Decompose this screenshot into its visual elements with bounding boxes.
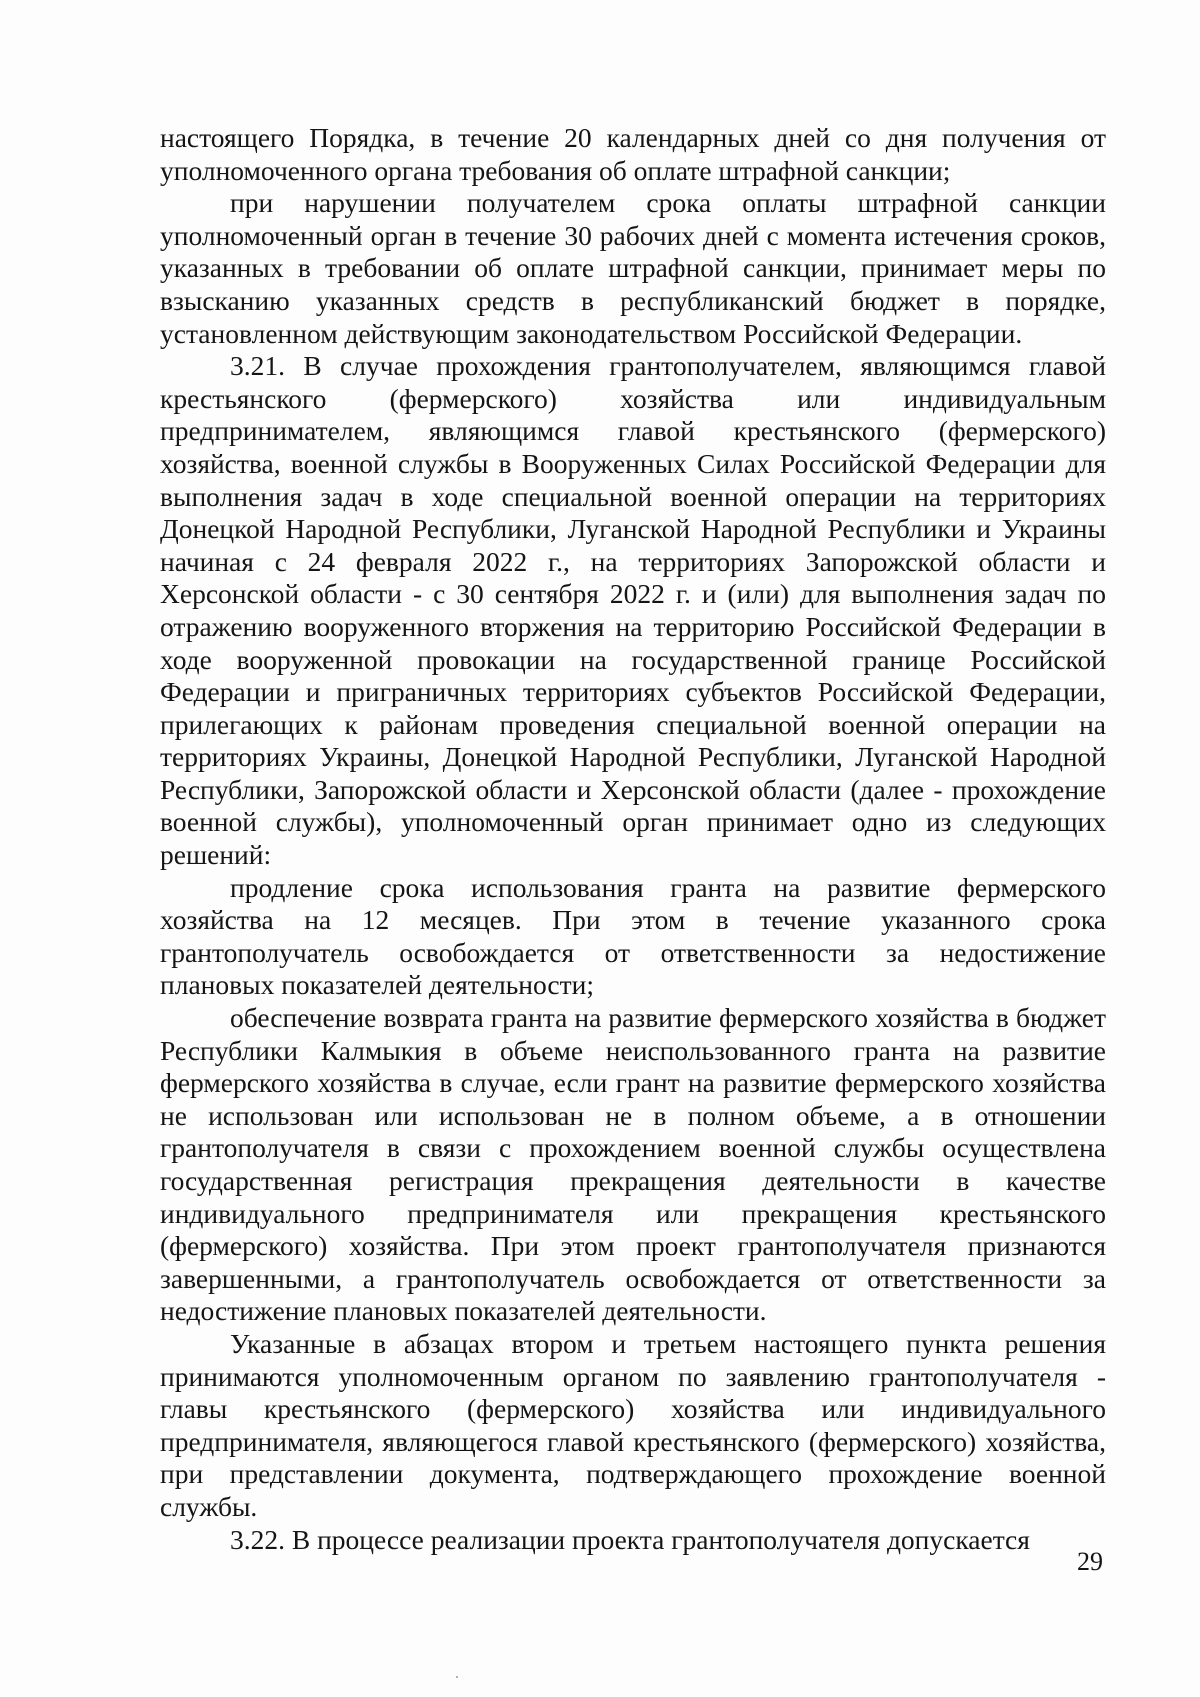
paragraph-penalty-collection: при нарушении получателем срока оплаты штрафной санкции уполномоченный орган в течение 30 рабочих дней с момента истечения сроков, указанных в требовании об оплате штрафной санкции, принимает меры по взысканию указанных средств в республиканский бюджет в порядке, установленном действующим законодательством Российской Федерации.	[160, 187, 1106, 349]
scan-speck	[456, 1676, 458, 1678]
paragraph-clause-3-22: 3.22. В процессе реализации проекта грантополучателя допускается	[230, 1523, 1030, 1555]
paragraph-grant-extension: продление срока использования гранта на развитие фермерского хозяйства на 12 месяцев. При этом в течение указанного срока грантополучатель освобождается от ответственности за недостижение плановых показателей деятельности;	[160, 871, 1106, 1001]
document-body	[160, 122, 1106, 1556]
paragraph-grant-return: обеспечение возврата гранта на развитие фермерского хозяйства в бюджет Республики Калмыкия в объеме неиспользованного гранта на развитие фермерского хозяйства в случае, если грант на развитие фермерского хозяйства не использован или использован не в полном объеме, а в отношении грантополучателя в связи с прохождением военной службы осуществлена государственная регистрация прекращения деятельности в качестве индивидуального предпринимателя или прекращения крестьянского (фермерского) хозяйства. При этом проект грантополучателя признаются завершенными, а грантополучатель освобождается от ответственности за недостижение плановых показателей деятельности.	[160, 1002, 1106, 1327]
paragraph-decision-basis: Указанные в абзацах втором и третьем настоящего пункта решения принимаются уполномоченным органом по заявлению грантополучателя - главы крестьянского (фермерского) хозяйства или индивидуального предпринимателя, являющегося главой крестьянского (фермерского) хозяйства, при представлении документа, подтверждающего прохождение военной службы.	[160, 1327, 1106, 1522]
page-number: 29	[1077, 1547, 1103, 1576]
paragraph-clause-3-21: 3.21. В случае прохождения грантополучателем, являющимся главой крестьянского (фермерского) хозяйства или индивидуальным предпринимателем, являющимся главой крестьянского (фермерского) хозяйства, военной службы в Вооруженных Силах Российской Федерации для выполнения задач в ходе специальной военной операции на территориях Донецкой Народной Республики, Луганской Народной Республики и Украины начиная с 24 февраля 2022 г., на территориях Запорожской области и Херсонской области - с 30 сентября 2022 г. и (или) для выполнения задач по отражению вооруженного вторжения на территорию Российской Федерации в ходе вооруженной провокации на государственной границе Российской Федерации и приграничных территориях субъектов Российской Федерации, прилегающих к районам проведения специальной военной операции на территориях Украины, Донецкой Народной Республики, Луганской Народной Республики, Запорожской области и Херсонской области (далее - прохождение военной службы), уполномоченный орган принимает одно из следующих решений:	[160, 350, 1106, 871]
paragraph-penalty-deadline: настоящего Порядка, в течение 20 календарных дней со дня получения от уполномоченного органа требования об оплате штрафной санкции;	[160, 122, 1106, 186]
